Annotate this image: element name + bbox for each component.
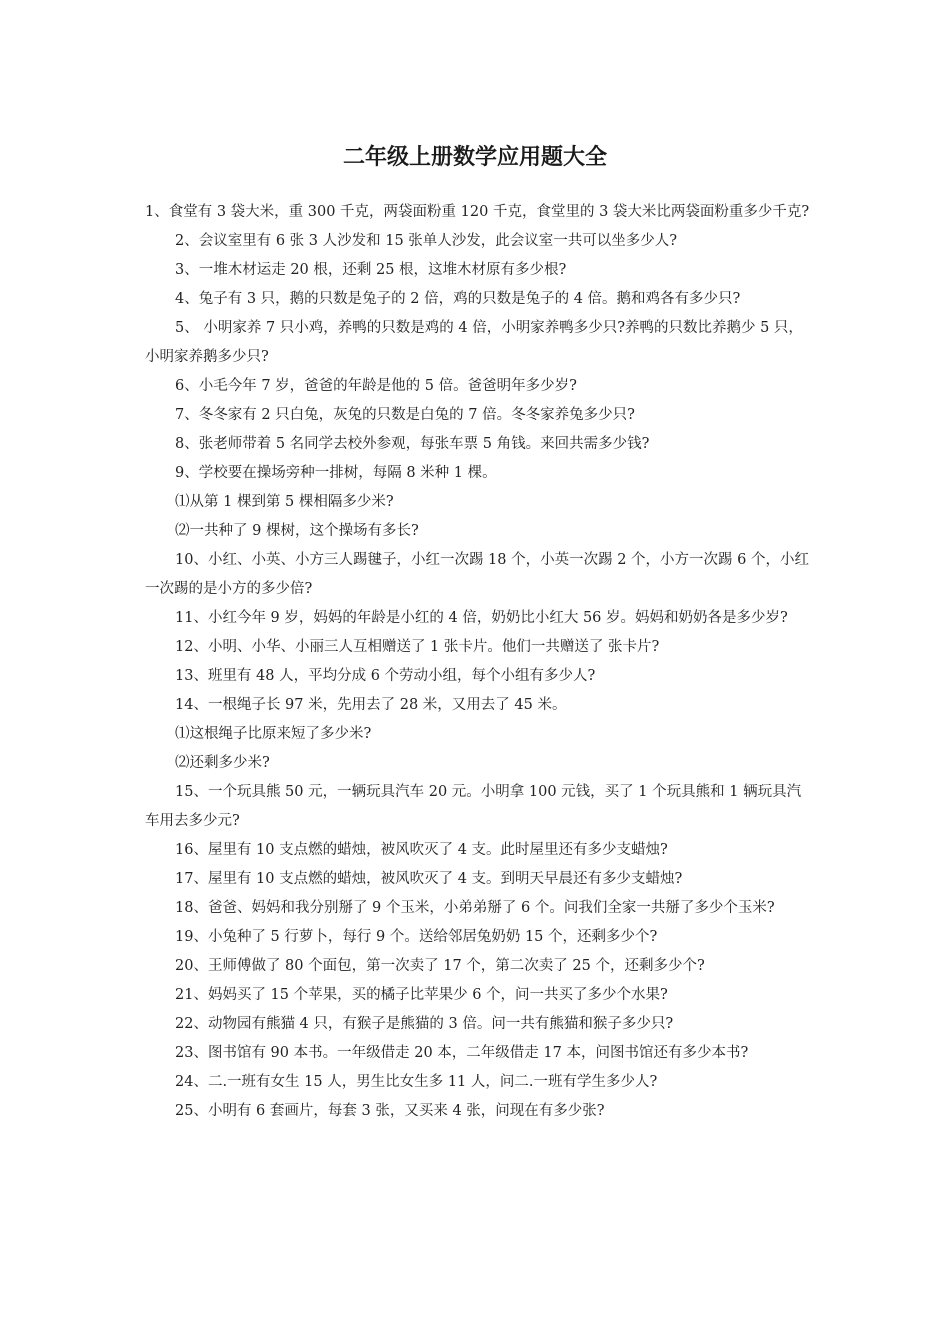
question-25: 25、小明有 6 套画片，每套 3 张，又买来 4 张，问现在有多少张? (175, 1103, 605, 1119)
question-6: 6、小毛今年 7 岁，爸爸的年龄是他的 5 倍。爸爸明年多少岁? (175, 378, 577, 394)
question-4: 4、兔子有 3 只，鹅的只数是兔子的 2 倍，鸡的只数是兔子的 4 倍。鹅和鸡各有多少只? (175, 291, 741, 307)
question-1: 1、食堂有 3 袋大米，重 300 千克，两袋面粉重 120 千克，食堂里的 3 袋大米比两袋面粉重多少千克? (145, 204, 810, 220)
question-16: 16、屋里有 10 支点燃的蜡烛，被风吹灭了 4 支。此时屋里还有多少支蜡烛? (175, 842, 668, 858)
question-19: 19、小兔种了 5 行萝卜，每行 9 个。送给邻居兔奶奶 15 个，还剩多少个? (175, 929, 658, 945)
question-12: 12、小明、小华、小丽三人互相赠送了 1 张卡片。他们一共赠送了 张卡片? (175, 639, 660, 655)
question-7: 7、冬冬家有 2 只白兔，灰兔的只数是白兔的 7 倍。冬冬家养兔多少只? (175, 407, 635, 423)
question-5: 5、 小明家养 7 只小鸡，养鸭的只数是鸡的 4 倍，小明家养鸭多少只?养鸭的只数比养鹅少 5 只，小明家养鹅多少只? (145, 320, 803, 365)
page-title: 二年级上册数学应用题大全 (342, 145, 607, 170)
question-3: 3、一堆木材运走 20 根，还剩 25 根，这堆木材原有多少根? (175, 262, 567, 278)
question-15: 15、一个玩具熊 50 元，一辆玩具汽车 20 元。小明拿 100 元钱，买了 1 个玩具熊和 1 辆玩具汽车用去多少元? (145, 784, 802, 829)
question-9: 9、学校要在操场旁种一排树，每隔 8 米种 1 棵。 (175, 465, 497, 481)
question-9-part-1: ⑴从第 1 棵到第 5 棵相隔多少米? (175, 494, 394, 510)
question-2: 2、会议室里有 6 张 3 人沙发和 15 张单人沙发，此会议室一共可以坐多少人? (175, 233, 678, 249)
question-11: 11、小红今年 9 岁，妈妈的年龄是小红的 4 倍，奶奶比小红大 56 岁。妈妈和奶奶各是多少岁? (175, 610, 788, 626)
question-14-part-2: ⑵还剩多少米? (175, 755, 270, 771)
question-22: 22、动物园有熊猫 4 只，有猴子是熊猫的 3 倍。问一共有熊猫和猴子多少只? (175, 1016, 674, 1032)
question-10: 10、小红、小英、小方三人踢毽子，小红一次踢 18 个，小英一次踢 2 个，小方一次踢 6 个，小红一次踢的是小方的多少倍? (145, 552, 810, 597)
question-21: 21、妈妈买了 15 个苹果，买的橘子比苹果少 6 个，问一共买了多少个水果? (175, 987, 668, 1003)
question-23: 23、图书馆有 90 本书。一年级借走 20 本，二年级借走 17 本，问图书馆还有多少本书? (175, 1045, 749, 1061)
question-9-part-2: ⑵一共种了 9 棵树，这个操场有多长? (175, 523, 419, 539)
question-13: 13、班里有 48 人，平均分成 6 个劳动小组，每个小组有多少人? (175, 668, 596, 684)
question-17: 17、屋里有 10 支点燃的蜡烛，被风吹灭了 4 支。到明天早晨还有多少支蜡烛? (175, 871, 683, 887)
document-body (145, 198, 810, 1126)
question-20: 20、王师傅做了 80 个面包，第一次卖了 17 个，第二次卖了 25 个，还剩多少个? (175, 958, 705, 974)
question-14: 14、一根绳子长 97 米，先用去了 28 米，又用去了 45 米。 (175, 697, 567, 713)
question-24: 24、二.一班有女生 15 人，男生比女生多 11 人，问二.一班有学生多少人? (175, 1074, 658, 1090)
question-14-part-1: ⑴这根绳子比原来短了多少米? (175, 726, 372, 742)
question-8: 8、张老师带着 5 名同学去校外参观，每张车票 5 角钱。来回共需多少钱? (175, 436, 650, 452)
question-18: 18、爸爸、妈妈和我分别掰了 9 个玉米，小弟弟掰了 6 个。问我们全家一共掰了多少个玉米? (175, 900, 775, 916)
